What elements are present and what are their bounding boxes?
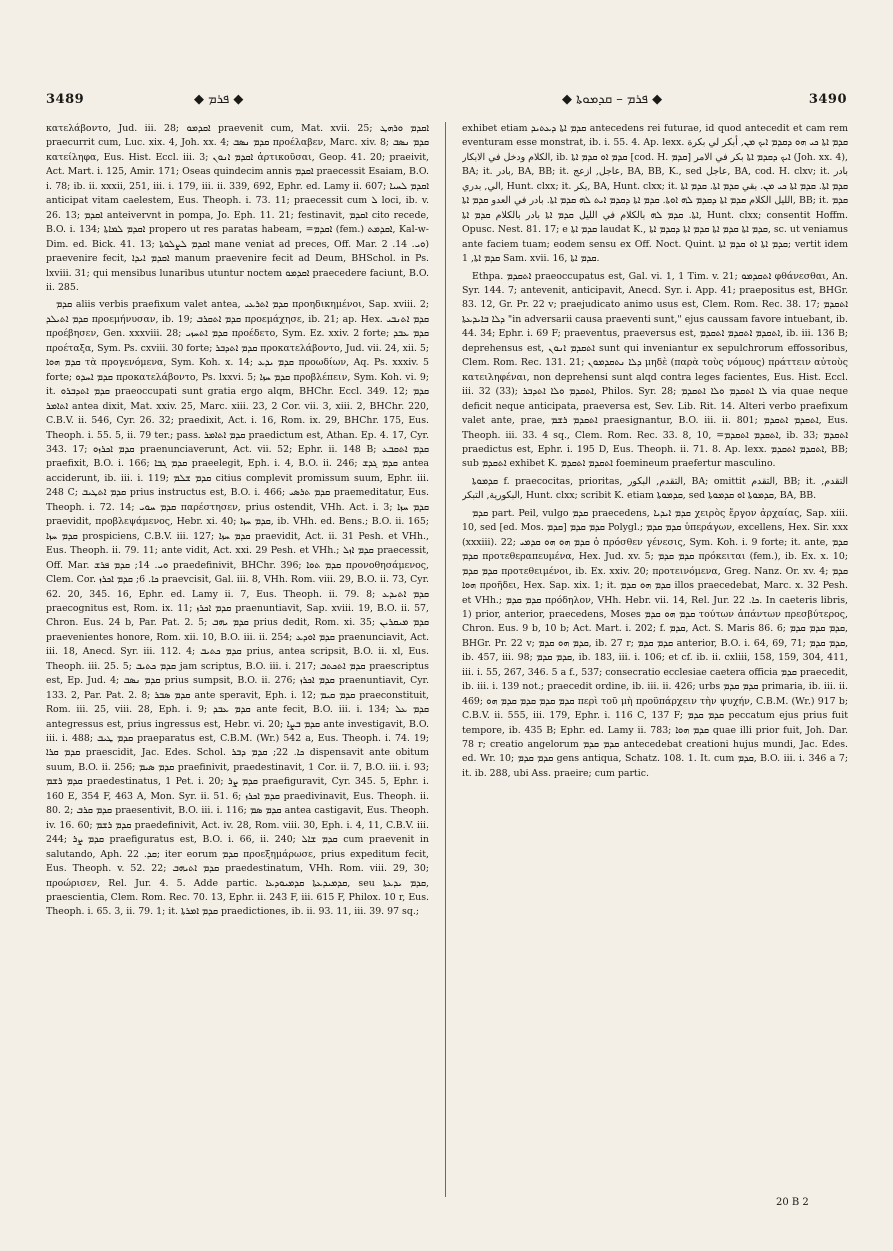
right-paragraph-3: ܩܕܡܘܬܐ f. praecocitas, prioritas, التقدم, البكور, BA; omittit التقدم, BB; it. التقدم, البكورية, التبكر, Hunt. clxx; scribit K. etiam ܩܕܡܘܬܐ, sed ܩܕܡܘܬܐ ܐܘ ܩܕܡܘܬܐ, BA, BB. — [462, 475, 848, 502]
right-page-number: 3490 — [808, 92, 847, 107]
left-paragraph-1: κατελάβοντο, Jud. iii. 28; ܐܩܕܡܘ praevenit cum, Mat. xvii. 25; ܐܩܕܡ ܘܪܗܛ praecurrit cum, Luc. xix. 4, Joh. xx. 4; ܩܕܡ ܢܣܒ προέλαβεν, Marc. xiv. 8; ܩܕܡ ܢܣܒ κατείληφα, Eus. Hist. Eccl. iii. 3; ܐܩܕܡ ܐܢܘܢ ἀρτικοῦσαι, Geop. 41. 20; praeivit, Act. Mart. i. 125, Amir. 171; Oseas quindecim annis ܐܩܕܡ praecessit Esaiam, B.O. i. 78; ib. ii. xxxii, 251, iii. i. 179, iii. ii. 339, 692, Ephr. ed. Lamy ii. 607; ܐܩܕܡ ܠܚܝܐ anticipat vitam caelestem, Eus. Theoph. i. 73. 11; praecessit cum ܠ loci, ib. v. 26. 13; ܐܩܕܡ anteivervnt in pompa, Jo. Eph. 11. 21; festinavit, ܐܩܕܡ cito recede, B.O. i. 134; ܐܩܕܡ ܠܡܐܬܐ propero ut res paratas habeam, =ܐܩܕܡ (fem.) ܐܩܕܡܬ, Kal-w-Dim. ed. Bick. 41. 13; ܐܩܕܡ ܠܨܠܘܬܐ mane veniat ad preces, Off. Mar. ܘܝ. 14. 2) praevenire fecit, ܐܩܕܡ ܐܝܕܐ manum praevenire fecit ad Deum, BHSchol. in Ps. lxviii. 31; qui mensibus lunaribus utuntur noctem ܐܩܕܡܘ praecedere faciunt, B.O. ii. 285. — [46, 123, 429, 293]
right-paragraph-1: exhibet etiam ܩܕܡ ܐܬܐ ܕܥܬܝܕ antecedens rei futurae, id quod antecedit et cam rem eventuram esse monstrat, ib. i. 55. 4. Ap. lexx. ܩܕܡ ܐܬܐ ܟܝ ܗܘ ܕܩܕܡ ܐܝܟ ܡܢ, أبكر لي بكرة الكلام ودخل في الابكار, ib. ܩܕܡ ܐܘ ܩܕܡ ܐܬܐ [cod. H. ܩܕܡ] ܐܝܟ ܕܩܕܡ ܐܬܐ بكر في الامر (Joh. xx. 4), BA; it. بادر, BA, BB; it. عاجل, ازعج, BA, BB, K., sed عاجل, BA, cod. H. clxv; it. بادر الي, بدري, Hunt. clxx; it. بكر, BA, Hunt. clxx; it. ܩܕܡ ܐܬܐ. ܩܕܡ ܐܬܐ ܟܝ ܡܢ. بقي ܩܕܡ ܐܬܐ. ܩܕܡ ܐܬܐ الليل الكلام ܩܕܡ ܐܬܐ ܕܩܕܡ ܠܗ ܐܘܬܐ. ܩܕܡ ܐܬܐ ܕܩܕܡ ܐܝܬ ܠܗ ܩܕܡ ܐܬܐ. بادر في العدو ܩܕܡ ܐܬܐ, BB; it. ܩܕܡ ܐܬܐ. ܩܕܡ ܠܗ بالكلام في الليل ܩܕܡ ܐܬܐ بادر بالكلام ܩܕܡ ܐܬܐ, Hunt. clxx; consentit Hoffm. Opusc. Nest. 81. 17; e ܩܕܡ ܐܬܐ laudat K., ܩܕܡ ܐܬܐ ܩܕܡ ܐܬܐ ܩܕܡ ܐܬܐ ܕܩܕܡ ܐܬܐ, sc. ut veniamus ante faciem tuam; eodem sensu ex Off. Noct. Quint. ܩܕܡ ܐܬܐ ܐܘ ܩܕܡ ܐܬܐ; vertit idem ܩܕܡ ܐܬܐ, 1 Sam. xvii. 16, ܩܕܡ ܐܬܐ. — [462, 123, 848, 265]
column-divider — [445, 122, 446, 1197]
left-page-number: 3489 — [46, 92, 85, 107]
left-running-head: ◆ ܦܪܡ ◆ — [194, 92, 244, 107]
right-column — [462, 122, 848, 1197]
signature-mark: 20 B 2 — [776, 1197, 809, 1208]
right-paragraph-2: Ethpa. ܐܬܩܕܡ praeoccupatus est, Gal. vi. 1, 1 Tim. v. 21; ܐܬܩܕܡܘ φθάνεσθαι, An. Syr. 144. 7; antevenit, anticipavit, Anecd. Syr. i. App. 41; praepositus est, BHGr. 83. 12, Gr. Pr. 22 v; praejudicato animo usus est, Clem. Rom. Rec. 38. 17; ܐܬܩܕܡ ܕܠܐ ܒܐܝܕܥܬܐ "in adversarii causa praeventi sunt," ejus caussam favore intuebant, ib. 44. 34; Ephr. i. 69 F; praeventus, praeversus est, ܐܬܩܕܡ ܐܬܩܕܡ ܐܬܩܕܡ, ib. iii. 136 B; deprehensus est, ܐܬܩܕܡ ܐܢܘܢ sunt qui inveniantur ex sepulchrorum effossoribus, Clem. Rom. Rec. 131. 21; ܕܠܐ ܢܬܩܕܡܘܢ μηδὲ (παρὰ τοὺς νόμους) πράττειν αὐτοὺς κατειληφέναι, non deprehensi sunt alqd contra leges facientes, Eus. Hist. Eccl. iii. 32 (33); ܐܬܩܕܡ ܘܠܐ ܐܬܕܒܪ, Philos. Syr. 28; ܠܐ ܐܬܩܕܡ ܘܠܐ ܐܬܩܕܡ via quae neque deficit neque anticipata, praeversa est, Sev. Lib. Rit. 14. Alteri verbo praefixum valet ante, prae, ܐܬܩܕܡ ܪܫܡ praesignantur, B.O. iii. ii. 801; ܐܬܩܕܡ ܐܬܩܕܡ, Eus. Theoph. iii. 33. 4 sq., Clem. Rom. Rec. 33. 8, 10, =ܐܬܩܕܡ ܐܬܩܕܡ, ib. 33; ܐܬܩܕܡ praedictus est, Ephr. i. 195 D, Eus. Theoph. ii. 71. 8. Ap. lexx. ܐܬܩܕܡ ܐܬܩܕܡ, BB; sub ܐܬܩܕܡ exhibet K. ܐܬܩܕܡ ܐܬܩܕܡ foemineum praefertur masculino. — [462, 270, 848, 470]
right-running-head: ◆ ܦܪܡ – ܩܕܡܘܬܐ ◆ — [562, 92, 663, 107]
left-paragraph-2: ܩܕܡ aliis verbis praefixum valet antea, ܩܕܡ ܐܬܪܥܝ προηδικημένοι, Sap. xviii. 2; ܩܕܡ ܐܬܝܠܕ προεμήνυσαν, ib. 19; ܩܕܡ ܐܬܩܪܒ προεμάχησε, ib. 21; ap. Hex. ܩܕܡ ܐܬܢܒܝ προέβησεν, Gen. xxxviii. 28; ܩܕܡ ܐܬܚܙܝ προέδετο, Sym. Ez. xxiv. 2 forte; ܩܕܡ ܥܒܕ προέταξα, Sym. Ps. cxviii. 30 forte; ܩܕܡ ܐܬܕܒܪ προκατελάβοντο, Jud. vii. 24, xii. 5; ܩܕܡ ܗܘܐ τὰ προγενόμενα, Sym. Koh. x. 14; ܩܕܡ ܝܕܥ προωδίων, Aq. Ps. xxxiv. 5 forte; ܩܕܡ ܐܚܕܘ προκατελάβοντο, Ps. lxxvi. 5; ܩܕܡ ܚܙܐ προβλέπειν, Sym. Koh. vi. 9; it. ܩܕܡ ܐܬܕܒܪܘ praeoccupati sunt gratia ergo alqm, BHChr. Eccl. 349. 12; ܩܕܡ ܐܬܐܡܪ antea dixit, Mat. xxiv. 25, Marc. xiii. 23, 2 Cor. vii. 3, xiii. 2, BHChr. 220, C.B.V. ii. 546, Cyr. 26. 32; praedixit, Act. i. 16, Rom. ix. 29, BHChr. 175, Eus. Theoph. i. 55. 5, ii. 79 ter.; pass. ܩܕܡ ܐܬܐܡܪ praedictum est, Athan. Ep. 4. 17, Cyr. 343. 17; ܩܕܡ ܐܟܪܙܘ praenunciaverunt, Act. vii. 52; Ephr. ii. 148 B; ܩܕܡ ܐܬܩܒܥ praefixit, B.O. i. 166; ܩܕܡ ܓܒܐ praeelegit, Eph. i. 4, B.O. ii. 246; ܩܕܡ ܓܕܫ antea acciderunt, ib. iii. i. 119; ܩܕܡ ܫܠܡ citius complevit promissum suum, Ephr. iii. 248 C; ܩܕܡ ܐܬܛܝܒ prius instructus est, B.O. i. 466; ܩܕܡ ܬܪܣܝ praemeditatur, Eus. Theoph. i. 72. 14; ܩܕܡ ܚܘܝ παρέστησεν, prius ostendit, VHh. Act. i. 3; ܩܕܡ ܚܙܐ praevidit, προβλεψάμενος, Hebr. xi. 40; ܩܕܡ ܚܙܐ, ib. VHh. ed. Bens.; B.O. ii. 165; ܩܕܡ ܚܙܐ prospiciens, C.B.V. iii. 127; ܩܕܡ ܚܙܐ praevidit, Act. ii. 31 Pesh. et VHh., Eus. Theoph. ii. 79. 11; ante vidit, Act. xxi. 29 Pesh. et VHh.; ܩܕܡ ܐܙܠ praecessit, Off. Mar. ܘܝ. 14; ܩܕܡ ܦܪܫ praedefinivit, BHChr. 396; ܩܕܡ ܬܘܐ προνοθησάμενος, Clem. Cor. ܟܐ. 6; ܩܕܡ ܐܟܪܙ praevcisit, Gal. iii. 8, VHh. Rom. viii. 29, B.O. ii. 73, Cyr. 62. 20, 345. 16, Ephr. ed. Lamy ii. 7, Eus. Theoph. ii. 79. 8; ܩܕܡ ܐܬܝܕܥ praecognitus est, Rom. ix. 11; ܩܕܡ ܐܟܪܙ praenuntiavit, Sap. xviii. 19, B.O. ii. 57, Chron. Eus. 24 b, Par. Pat. 2. 5; ܩܕܡ ܝܗܒ prius dedit, Rom. xi. 35; ܩܕܡ ܡܝܩܪܝܢ praevenientes honore, Rom. xii. 10, B.O. iii. ii. 254; ܩܕܡ ܐܘܕܥ praenunciavit, Act. iii. 18, Anecd. Syr. iii. 112. 4; ܩܕܡ ܟܬܝܒ prius, antea scripsit, B.O. ii. xl, Eus. Theoph. iii. 25. 5; ܩܕܡ ܟܬܝܒ jam scriptus, B.O. iii. i. 217; ܩܕܡ ܐܬܟܬܒ praescriptus est, Ep. Jud. 4; ܩܕܡ ܢܣܒ prius sumpsit, B.O. ii. 276; ܩܕܡ ܐܟܪܙ praenuntiavit, Cyr. 133. 2, Par. Pat. 2. 8; ܩܕܡ ܣܒܪ ante speravit, Eph. i. 12; ܩܕܡ ܩܝܡ praeconstituit, Rom. iii. 25, viii. 28, Eph. i. 9; ܩܕܡ ܥܒܕ ante fecit, B.O. iii. i. 134; ܩܕܡ ܥܠ antegressus est, prius ingressus est, Hebr. vi. 20; ܩܕܡ ܒܨܐ ante investigavit, B.O. iii. i. 488; ܩܕܡ ܛܝܒ praeparatus est, C.B.M. (Wr.) 542 a, Eus. Theoph. i. 74. 19; ܩܕܡ ܩܪܐ praescidit, Jac. Edes. Schol. ܟܐ. 22; ܩܕܡ ܕܒܪ dispensavit ante obitum suum, B.O. ii. 256; ܩܕܡ ܣܝܡ praefinivit, praedestinavit, 1 Cor. ii. 7, B.O. iii. i. 93; ܩܕܡ ܪܫܡ praedestinatus, 1 Pet. i. 20; ܩܕܡ ܨܪ praefiguravit, Cyr. 345. 5, Ephr. i. 160 E, 354 F, 463 A, Mon. Syr. ii. 51. 6; ܩܕܡ ܐܟܪܙ praedivinavit, Eus. Theoph. ii. 80. 2; ܩܕܡ ܩܪܒ praesentivit, B.O. iii. i. 116; ܩܕܡ ܣܡ antea castigavit, Eus. Theoph. iv. 16. 60; ܩܕܡ ܪܫܡ praedefinivit, Act. iv. 28, Rom. viii. 30, Eph. i. 4, 11, C.B.V. iii. 244; ܩܕܡ ܨܪ praefiguratus est, B.O. i. 66, ii. 240; ܩܕܡ ܫܐܠ cum praevenit in salutando, Aph. ܩܕ. 22; iter eorum ܩܕܡ προεξημάρωσε, prius expeditum fecit, Eus. Theoph. v. 52. 22; ܩܕܡ ܐܬܝܗܒ praedestinatum, VHh. Rom. viii. 29, 30; προώρισεν, Rel. Jur. 4. 5. Adde partic. ܩܕܡܝܕܥܬܐ ܩܕܡܝܘܕܥܐ, seu ܩܕܡ ܝܕܥܬܐ, praescientia, Clem. Rom. Rec. 70. 13, Ephr. ii. 243 F, iii. 615 F, Philox. 10 r, Eus. Theoph. i. 65. 3, ii. 79. 1; it. ܩܕܡ ܐܡܪܬܐ praedictiones, ib. ii. 93. 11, iii. 39. 97 sq.; — [46, 299, 429, 918]
left-column — [46, 122, 429, 1197]
page-header — [46, 92, 847, 114]
right-paragraph-4: ܩܕܡ part. Peil, vulgo ܩܕܡ praecedens, ܩܕܡ ܐܝܕܝܐ χειρὸς ἔργον ἀρχαίας, Sap. xiii. 10, sed [ed. Mos. ܩܕܡ] ܩܕܡ ܩܕܡ Polygl.; ܩܕܡ ܩܕܡ ὑπεράγων, excellens, Hex. Sir. xxx (xxxiii). 22; ܩܕܡ ܗܘ ܗܘ ܩܕܡܝ ὁ πρόσθεν γένεσις, Sym. Koh. i. 9 forte; it. ante, ܩܕܡ ܩܕܡ προτεθεραπευμένα, Hex. Jud. xv. 5; ܩܕܡ ܩܕܡ πρόκειται (fem.), ib. Ex. x. 10; ܩܕܡ ܩܕܡ προτεθειμένοι, ib. Ex. xxiv. 20; προτεινόμενα, Greg. Nanz. Or. xv. 4; ܩܕܡ ܗܘܐ προῆδει, Hex. Sap. xix. 1; it. ܩܕܡ ܗܘ ܩܕܡ illos praecedebat, Marc. x. 32 Pesh. et VHh.; ܩܕܡ ܩܕܡ πρόδηλον, VHh. Hebr. vii. 14, Rel. Jur. ܟܐ. 22. In caeteris libris, 1) prior, anterior, praecedens, Moses ܩܕܡ ܗܘ ܩܕܡ τούτων ἁπάντων πρεσβύτερος, Chron. Eus. 9 b, 10 b; Act. Mart. i. 202; f. ܩܕܡ, Act. S. Maris 86. 6; ܩܕܡ ܩܕܡ ܩܕܡ, BHGr. Pr. 22 v; ܩܕܡ ܗܘ ܩܕܡ, ib. 27 r; ܩܕܡ ܩܕܡ anterior, B.O. i. 64, 69, 71; ܩܕܡ ܩܕܡ, ib. 457, iii. 98; ܩܕܡ ܩܕܡ, ib. 183, iii. i. 106; et cf. ib. ii. cxliii, 158, 159, 304, 411, iii. i. 55, 267, 346. 5 a f., 537; consecratio ecclesiae caetera officia ܩܕܡ praecedit, ib. iii. i. 139 not.; praecedit ordine, ib. iii. ii. 426; urbs ܩܕܡ ܩܕܡ primaria, ib. iii. ii. 469; ܩܕܡ ܩܕܡ ܩܕܡ ܩܕܡ ܗܘ περὶ τοῦ μὴ προϋπάρχειν τὴν ψυχήν, C.B.M. (Wr.) 917 b; C.B.V. ii. 555, iii. 179, Ephr. i. 116 C, 137 F; ܩܕܡ ܩܕܡ peccatum ejus prius fuit tempore, ib. 435 B; Ephr. ed. Lamy ii. 783; ܩܕܡ ܗܘܐ quae illi prior fuit, Joh. Dar. 78 r; creatio angelorum ܩܕܡ ܩܕܡ antecedebat creationi hujus mundi, Jac. Edes. ed. Wr. 10; ܩܕܡ ܩܕܡ gens antiqua, Schatz. 108. 1. It. cum ܩܕܡ, B.O. iii. i. 346 a 7; it. ib. 288, ubi Ass. praeire; cum partic. — [462, 507, 848, 779]
